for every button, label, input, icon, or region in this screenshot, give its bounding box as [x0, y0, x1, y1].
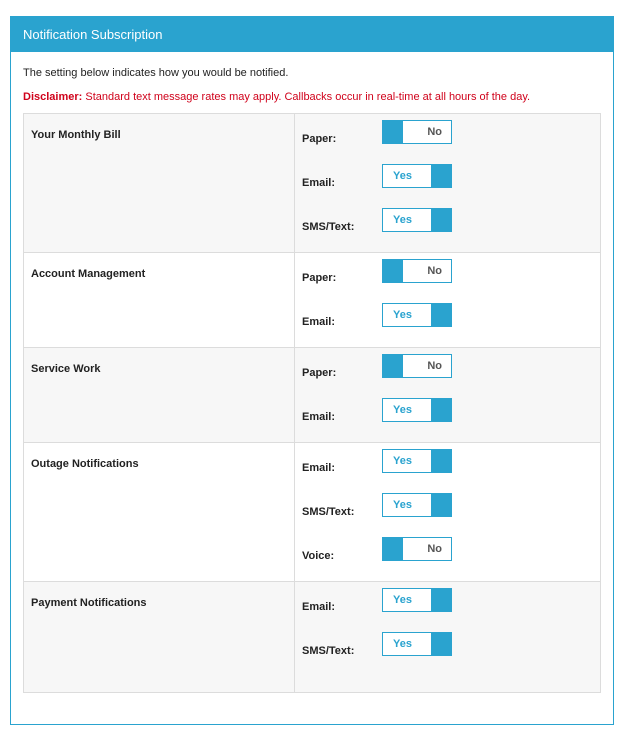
option-label: Email: [302, 462, 336, 474]
options-cell [295, 114, 601, 253]
toggle-state: No [427, 126, 442, 138]
table-row [24, 348, 601, 443]
disclaimer [23, 91, 530, 103]
toggle-knob [431, 633, 451, 655]
option-row [302, 354, 600, 398]
table-row [24, 582, 601, 693]
subscription-table [23, 113, 601, 693]
toggle-state: Yes [393, 594, 412, 606]
toggle-knob [431, 589, 451, 611]
intro-text: The setting below indicates how you would be notified. [23, 67, 289, 79]
toggle-state: No [427, 360, 442, 372]
option-row [302, 537, 600, 581]
category-name: Service Work [24, 348, 295, 443]
category-name: Account Management [24, 253, 295, 348]
email-toggle[interactable] [382, 398, 452, 422]
option-label: Email: [302, 411, 336, 423]
toggle-knob [431, 209, 451, 231]
options-cell [295, 582, 601, 693]
category-name: Payment Notifications [24, 582, 295, 693]
option-row [302, 588, 600, 632]
toggle-knob [383, 355, 403, 377]
paper-toggle[interactable] [382, 120, 452, 144]
toggle-knob [383, 538, 403, 560]
notification-subscription-panel [10, 16, 614, 725]
toggle-state: Yes [393, 404, 412, 416]
toggle-state: Yes [393, 170, 412, 182]
toggle-state: No [427, 543, 442, 555]
email-toggle[interactable] [382, 588, 452, 612]
category-name: Outage Notifications [24, 443, 295, 582]
toggle-state: No [427, 265, 442, 277]
option-row [302, 120, 600, 164]
option-label: Email: [302, 177, 336, 189]
disclaimer-text: Standard text message rates may apply. Callbacks occur in real-time at all hours of the day. [85, 91, 531, 103]
toggle-knob [431, 304, 451, 326]
email-toggle[interactable] [382, 303, 452, 327]
table-row [24, 253, 601, 348]
toggle-knob [431, 399, 451, 421]
option-label: SMS/Text: [302, 506, 355, 518]
option-label: Email: [302, 316, 336, 328]
category-name: Your Monthly Bill [24, 114, 295, 253]
option-label: Email: [302, 601, 336, 613]
sms-toggle[interactable] [382, 493, 452, 517]
option-row [302, 398, 600, 442]
paper-toggle[interactable] [382, 354, 452, 378]
option-label: Paper: [302, 367, 337, 379]
toggle-knob [383, 121, 403, 143]
disclaimer-label: Disclaimer: [23, 91, 83, 103]
toggle-state: Yes [393, 638, 412, 650]
voice-toggle[interactable] [382, 537, 452, 561]
paper-toggle[interactable] [382, 259, 452, 283]
toggle-state: Yes [393, 309, 412, 321]
toggle-state: Yes [393, 455, 412, 467]
sms-toggle[interactable] [382, 632, 452, 656]
email-toggle[interactable] [382, 164, 452, 188]
toggle-state: Yes [393, 214, 412, 226]
option-row [302, 303, 600, 347]
toggle-state: Yes [393, 499, 412, 511]
options-cell [295, 348, 601, 443]
table-row [24, 114, 601, 253]
option-row [302, 632, 600, 676]
option-row [302, 493, 600, 537]
toggle-knob [431, 494, 451, 516]
sms-toggle[interactable] [382, 208, 452, 232]
options-cell [295, 443, 601, 582]
option-label: Paper: [302, 133, 337, 145]
option-label: SMS/Text: [302, 645, 355, 657]
toggle-knob [383, 260, 403, 282]
toggle-knob [431, 450, 451, 472]
option-row [302, 208, 600, 252]
option-row [302, 164, 600, 208]
panel-title: Notification Subscription [11, 17, 613, 52]
option-label: Voice: [302, 550, 335, 562]
email-toggle[interactable] [382, 449, 452, 473]
option-row [302, 449, 600, 493]
option-label: Paper: [302, 272, 337, 284]
option-row [302, 259, 600, 303]
options-cell [295, 253, 601, 348]
toggle-knob [431, 165, 451, 187]
table-row [24, 443, 601, 582]
option-label: SMS/Text: [302, 221, 355, 233]
